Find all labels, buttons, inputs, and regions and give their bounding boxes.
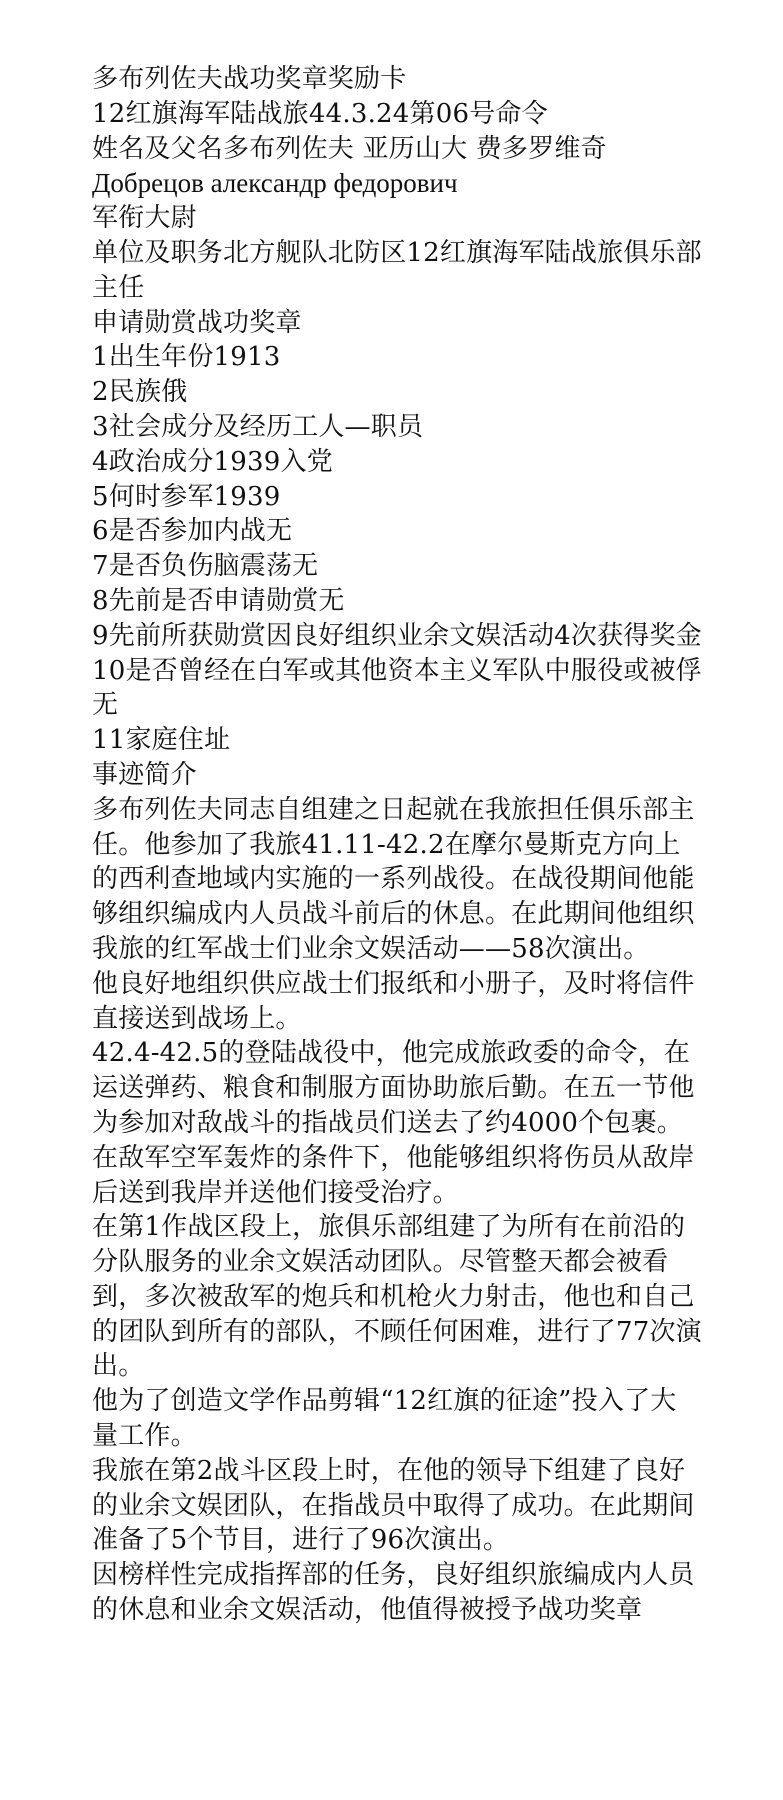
question-enlistment: 5何时参军1939 bbox=[92, 481, 281, 512]
question-white-army: 10是否曾经在白军或其他资本主义军队中服役或被俘无 bbox=[92, 655, 702, 721]
question-previous-nomination: 8先前是否申请勋赏无 bbox=[92, 585, 345, 616]
rank: 军衔大尉 bbox=[92, 203, 197, 234]
summary-heading: 事迹简介 bbox=[92, 759, 197, 790]
document-title: 多布列佐夫战功奖章奖励卡 bbox=[92, 64, 407, 94]
summary-paragraph: 在第1作战区段上，旅俱乐部组建了为所有在前沿的分队服务的业余文娱活动团队。尽管整天都会被看到，多次被敌军的炮兵和机枪火力射击，他也和自己的团队到所有的部队，不顾任何困难，进行了77次演出。 bbox=[92, 1212, 702, 1382]
name-russian: Добрецов александр федорович bbox=[92, 168, 458, 199]
summary-paragraph: 他良好地组织供应战士们报纸和小册子，及时将信件直接送到战场上。 bbox=[92, 968, 695, 1034]
award-requested: 申请勋赏战功奖章 bbox=[92, 307, 302, 338]
summary-conclusion: 因榜样性完成指挥部的任务，良好组织旅编成内人员的休息和业余文娱活动，他值得被授予战功奖章 bbox=[92, 1560, 695, 1626]
order-reference: 12红旗海军陆战旅44.3.24第06号命令 bbox=[92, 98, 548, 129]
question-previous-awards: 9先前所获勋赏因良好组织业余文娱活动4次获得奖金 bbox=[92, 620, 702, 651]
award-card-document bbox=[92, 62, 702, 1628]
question-social-background: 3社会成分及经历工人—职员 bbox=[92, 411, 424, 442]
summary-paragraph: 我旅在第2战斗区段上时，在他的领导下组建了良好的业余文娱团队，在指战员中取得了成功。在此期间准备了5个节目，进行了96次演出。 bbox=[92, 1455, 695, 1556]
unit-and-position: 单位及职务北方舰队北防区12红旗海军陆战旅俱乐部主任 bbox=[92, 237, 702, 303]
summary-paragraph: 多布列佐夫同志自组建之日起就在我旅担任俱乐部主任。他参加了我旅41.11-42.2在摩尔曼斯克方向上的西利查地域内实施的一系列战役。在战役期间他能够组织编成内人员战斗前后的休息。在此期间他组织我旅的红军战士们业余文娱活动——58次演出。 bbox=[92, 794, 695, 964]
name-chinese: 姓名及父名多布列佐夫 亚历山大 费多罗维奇 bbox=[92, 133, 607, 164]
question-party-membership: 4政治成分1939入党 bbox=[92, 446, 333, 477]
summary-paragraph: 他为了创造文学作品剪辑“12红旗的征途”投入了大量工作。 bbox=[92, 1386, 677, 1452]
question-civil-war: 6是否参加内战无 bbox=[92, 516, 293, 547]
question-wounds: 7是否负伤脑震荡无 bbox=[92, 551, 319, 582]
question-nationality: 2民族俄 bbox=[92, 377, 188, 408]
question-birth-year: 1出生年份1913 bbox=[92, 342, 281, 373]
summary-paragraph: 42.4-42.5的登陆战役中，他完成旅政委的命令，在运送弹药、粮食和制服方面协助旅后勤。在五一节他为参加对敌战斗的指战员们送去了约4000个包裹。在敌军空军轰炸的条件下，他能够组织将伤员从敌岸后送到我岸并送他们接受治疗。 bbox=[92, 1038, 695, 1208]
question-home-address: 11家庭住址 bbox=[92, 725, 231, 756]
